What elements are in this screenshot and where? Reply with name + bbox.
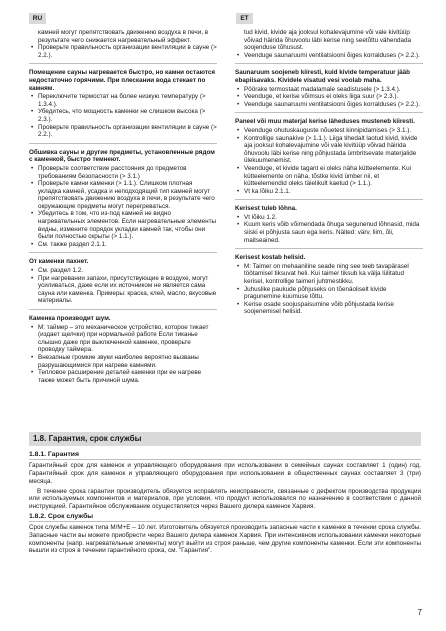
list-item: • Проверьте правильность организации вентиляции в сауне (> 2.2.). (38, 44, 217, 59)
et-block-smell (235, 205, 423, 249)
paragraph: Гарантийный срок для каменок и управляющего оборудования при использовании в семейных саунах составляет 1 (один) год. Гарантийный срок для каменок и управляющего оборудования при использовании в общественных саунах составляет 3 (три) месяца. (29, 462, 421, 485)
right-column-et (235, 29, 423, 325)
language-tag-ru: RU (29, 13, 46, 24)
left-column-ru (29, 29, 217, 393)
et-block-continued (235, 29, 423, 64)
ru-block-darkening (29, 149, 217, 254)
section-title: 1.8. Гарантия, срок службы (29, 432, 421, 446)
list-item: • Veenduge ohutuskauguste nõuetest kinnipidamises (> 3.1.). (244, 127, 423, 135)
language-tag-et: ET (236, 13, 253, 24)
list-item: • Проверьте правильность организации вентиляции в сауне (> 2.2.). (38, 124, 217, 139)
list-item: • Kerise osade soojuspaisumine võib põhjustada kerise soojenemisel helisid. (244, 301, 423, 316)
block-heading: От каменки пахнет. (29, 258, 89, 266)
block-heading: Обшивка сауны и другие предметы, установленные рядом с каменкой, быстро темнеют. (29, 148, 215, 164)
paragraph: В течение срока гарантии производитель обязуется исправлять неисправности, связанные с дефектом производства продукции или используемых компонентов и материалов, при условии, что продукт использовался по назначению в соответствии с данной инструкцией. Гарантийное обслуживание осуществляется через Вашего дилера каменок Харвия. (29, 487, 421, 510)
list-item: • Vt ka lõiku 2.1.1. (244, 188, 423, 196)
list-item: • Внезапные громкие звуки наиболее вероятно вызваны разрушающимися при нагреве камнями. (38, 354, 217, 369)
block-heading: Paneel või muu materjal kerise läheduses mustenеb kiiresti. (235, 118, 415, 126)
list-item: • Тепловое расширение деталей каменки при ее нагреве также может быть причиной шума. (38, 369, 217, 384)
list-item: • Veenduge, et kerise võimsus ei oleks liiga suur (> 2.3.). (244, 93, 423, 101)
list-item: • См. раздел 1.2. (38, 267, 217, 275)
page-number: 7 (417, 608, 422, 617)
list-item: • Проверьте соответствие расстояния до предметов требованиям безопасности (> 3.1.) (38, 165, 217, 180)
list-item: • M: Taimer on mehaaniline seade ning see teeb tavapärasel töötamisel tiksuvat heli. Kui taimer tiksub ka välja lülitatud kerisel, kontrollige taimeri juhtmestikku. (244, 263, 423, 286)
list-item: • Убедитесь, что мощность каменки не слишком высока (> 2.3.). (38, 108, 217, 123)
list-item: • Переключите термостат на более низкую температуру (> 1.3.4.). (38, 93, 217, 108)
block-heading: Saunaruum soojeneb kiiresti, kuid kivide temperatuur jääb ebapiisavaks. Kividele visatud vesi voolab maha. (235, 69, 410, 84)
list-item: • Pöörake termostaat madalamale seadistusele (> 1.3.4.). (244, 86, 423, 94)
list-item: камней могут препятствовать движению воздуха в печи, в результате чего снижается нагревательный эффект. (38, 29, 209, 44)
list-item: • При нагревании запахи, присутствующие в воздухе, могут усиливаться, даже если их источником не является сама сауна или каменка. Примеры: краска, клей, масло, вкусовые материалы. (38, 275, 217, 305)
block-heading: Каменка производит шум. (29, 315, 111, 322)
block-heading: Помещение сауны нагревается быстро, но камни остаются недостаточно горячими. При плескании вода стекает по камням. (29, 69, 216, 92)
list-item: tud kivid, kivide aja jooksul kohalevajumine või vale kivitüüp võivad häirida õhuvoolu läbi kerise ning seetõttu vähendada soojendusе tõhusust. (244, 29, 411, 52)
list-item: • Vt lõiku 1.2. (244, 214, 423, 222)
ru-block-continued (29, 29, 217, 64)
ru-block-noise (29, 315, 217, 388)
list-item: • Убедитесь в том, что из-под камней не видно нагревательных элементов. Если нагревательные элементы видны, измените порядок укладки камней так, чтобы они были полностью скрыты (> 1.1.). (38, 210, 217, 240)
list-item: • М: таймер – это механическое устройство, которое тикает (издает щелчки) при нормальной работе Если тиканье слышно даже при выключенной каменке, проверьте проводку таймера. (38, 324, 217, 354)
warranty-section (29, 432, 421, 557)
list-item: • Veenduge saunaruumi ventilatsiooni õiges korralduses (> 2.2.). (244, 101, 423, 109)
ru-block-stones-not-hot (29, 69, 217, 143)
et-block-noise (235, 254, 423, 320)
et-block-darkening (235, 118, 423, 200)
list-item: • Kontrollige saunakive (> 1.1.). Liiga tihedalt laotud kivid, kivide aja jooksul kohalevajumine või vale kivitüüp võivad häirida õhuvoolu läbi kerise ning põhjustada ümbritsevate materjalide ülekuumenemist. (244, 135, 423, 165)
list-item: • См. также раздел 2.1.1. (38, 241, 217, 249)
list-item: • Kuum keris võib võimendada õhuga segunenud lõhnasid, mida siiski ei põhjusta saun ega keris. Näited: värv, liim, õli, maitseained. (244, 221, 423, 244)
block-heading: Kerisest tuleb lõhna. (235, 205, 297, 213)
et-block-stones-not-hot (235, 69, 423, 113)
list-item: • Проверьте камни каменки (> 1.1.). Слишком плотная укладка камней, усадка и неподходящий тип камней могут препятствовать движению воздуха в печи, в результате чего окружающие предметы могут перегреваться. (38, 180, 217, 210)
list-item: • Juhuslike paukude põhjuseks on tõenäoliselt kivide pragunemine kuumuse tõttu. (244, 286, 423, 301)
paragraph: Срок службы каменок типа M/M+E – 10 лет. Изготовитель обязуется производить запасные части к каменке в течении срока службы. Запасные части вы можете приобрести через Вашего дилера каменок Харвия. При интенсивном использовании каменки некоторые компоненты (напр. нагревательные элементы) могут выйти из строя раньше, чем другие компоненты каменки. Если эти компоненты вышли из строя в течении гарантийного срока, см. "Гарантия". (29, 524, 421, 555)
list-item: • Veenduge, et kivide tagant ei oleks näha kütteelemente. Kui kütteelemente on näha, tõstke kivid ümber nii, et kütteelemendid oleks täielikult kaetud (> 1.1.). (244, 165, 423, 188)
block-heading: Kerisest kostab helisid. (235, 254, 306, 262)
subsection-title-service-life: 1.8.2. Срок службы (29, 513, 421, 523)
ru-block-smell (29, 258, 217, 310)
list-item: • Veenduge saunaruumi ventilatsiooni õiges korralduses (> 2.2.). (244, 52, 423, 60)
subsection-title-warranty: 1.8.1. Гарантия (29, 451, 421, 461)
